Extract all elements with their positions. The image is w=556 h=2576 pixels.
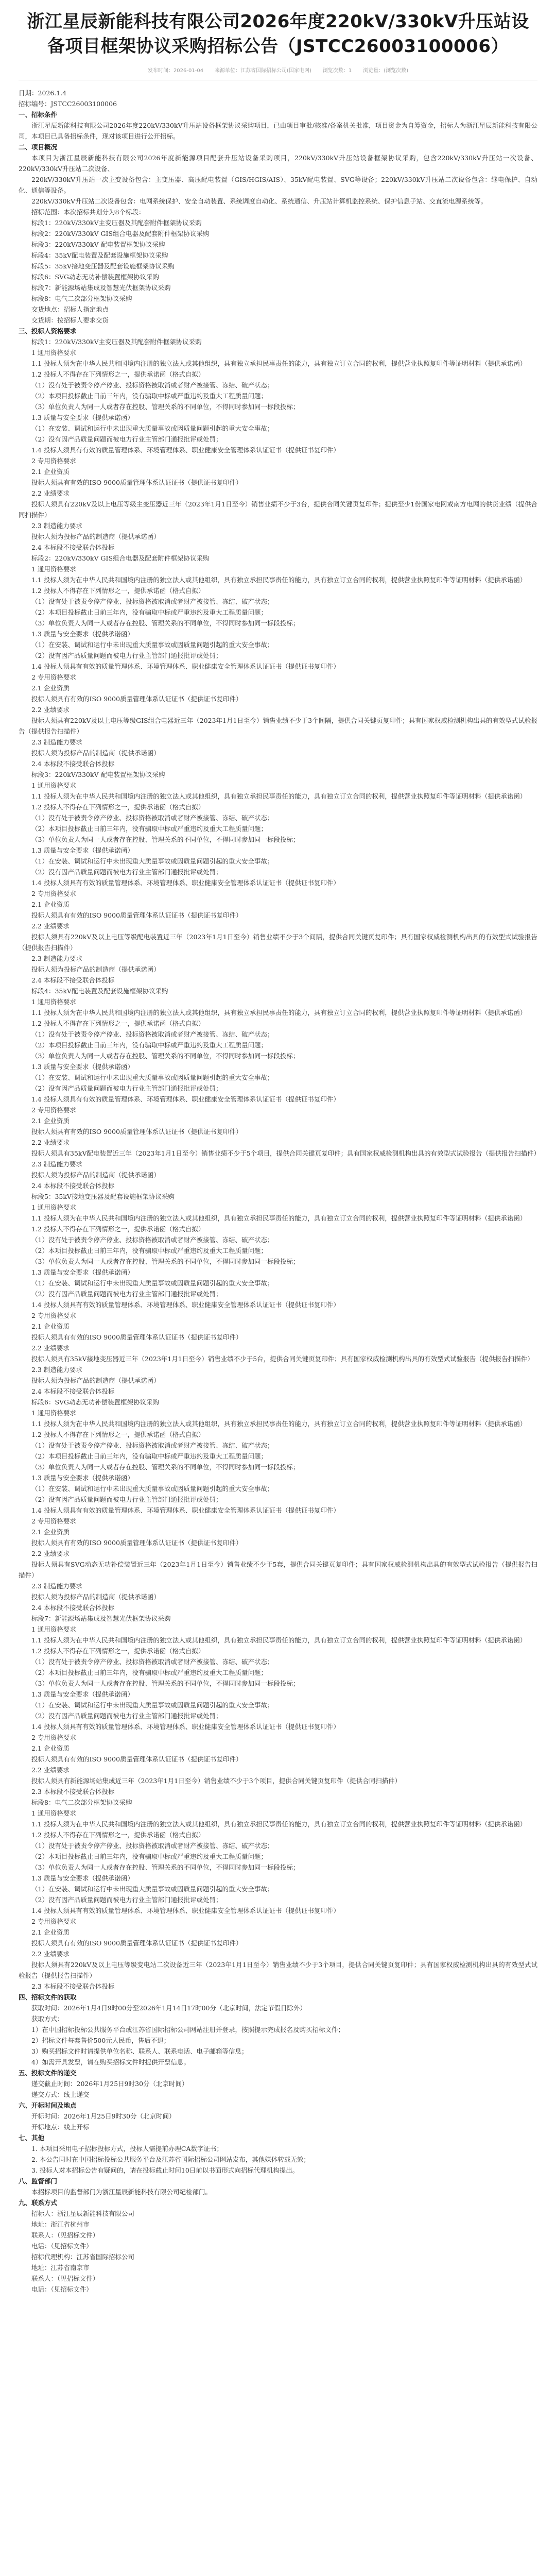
body-line: 1.3 质量与安全要求（提供承诺函） bbox=[31, 1874, 134, 1882]
body-line: 1.2 投标人不得存在下列情形之一，提供承诺函（格式自拟） bbox=[31, 587, 205, 595]
body-line: 投标人须为投标产品的制造商（提供承诺函） bbox=[31, 1377, 161, 1384]
body-line: （2）没有因产品质量问题而被电力行业主管部门通报批评或处罚； bbox=[31, 1712, 222, 1720]
body-line: 投标人须具有有效的ISO 9000质量管理体系认证证书（提供证书复印件） bbox=[31, 1333, 242, 1341]
body-line: 标段5：35kV接地变压器及配套设施框架协议采购 bbox=[31, 262, 175, 270]
body-line: 标段8：电气二次部分框架协议采购 bbox=[31, 1799, 132, 1806]
body-line: （1）在安装、调试和运行中未出现重大质量事故或因质量问题引起的重大安全事故； bbox=[31, 1279, 274, 1287]
body-line: （2）没有因产品质量问题而被电力行业主管部门通报批评或处罚； bbox=[31, 652, 222, 659]
body-line: 2.1 企业资质 bbox=[31, 1528, 70, 1536]
body-line: 1.3 质量与安全要求（提供承诺函） bbox=[31, 414, 134, 421]
body-line: 4）如需开具发票，请在购买招标文件时提供开票信息。 bbox=[31, 2058, 190, 2066]
body-line: 2.4 本标段不接受联合体投标 bbox=[31, 976, 115, 984]
body-line: 联系人：（见招标文件） bbox=[31, 2275, 99, 2282]
body-line: 1.3 质量与安全要求（提供承诺函） bbox=[31, 1474, 134, 1482]
meta-value: 1 bbox=[348, 68, 352, 74]
body-line: （3）单位负责人为同一人或者存在控股、管理关系的不同单位，不得同时参加同一标段投标； bbox=[31, 1680, 300, 1687]
body-line: （1）在安装、调试和运行中未出现重大质量事故或因质量问题引起的重大安全事故； bbox=[31, 1485, 274, 1493]
body-line: （3）单位负责人为同一人或者存在控股、管理关系的不同单位，不得同时参加同一标段投标； bbox=[31, 1863, 300, 1871]
body-line: （2）本项目投标截止日前三年内，没有骗取中标或严重违约及重大工程质量问题； bbox=[31, 1452, 267, 1460]
section-heading: 四、招标文件的获取 bbox=[19, 1993, 77, 2001]
body-line: 标段4：35kV配电装置及配套设施框架协议采购 bbox=[31, 251, 168, 259]
body-line: （2）本项目投标截止日前三年内，没有骗取中标或严重违约及重大工程质量问题； bbox=[31, 825, 267, 833]
body-line: 2.1 企业资质 bbox=[31, 684, 70, 692]
body-line: 标段8：电气二次部分框架协议采购 bbox=[31, 295, 132, 302]
body-line: 1 通用资格要求 bbox=[31, 1625, 76, 1633]
section-heading: 七、其他 bbox=[19, 2134, 45, 2142]
body-line: （2）没有因产品质量问题而被电力行业主管部门通报批评或处罚； bbox=[31, 1896, 222, 1904]
body-line: 投标人须具有220kV及以上电压等级GIS组合电器近三年（2023年1月1日至今）销售业绩不少于3个间隔，提供合同关键页复印件；具有国家权威检测机构出具的有效型式试验报告（提供报告扫描件） bbox=[19, 717, 537, 735]
head-info-line: 招标编号：JSTCC26003100006 bbox=[19, 100, 117, 108]
body-line: （2）本项目投标截止日前三年内，没有骗取中标或严重违约及重大工程质量问题； bbox=[31, 1247, 267, 1255]
body-line: 标段7：新能源场站集成及智慧光伏框架协议采购 bbox=[31, 284, 171, 292]
body-line: 1 通用资格要求 bbox=[31, 1809, 76, 1817]
body-line: （3）单位负责人为同一人或者存在控股、管理关系的不同单位，不得同时参加同一标段投标； bbox=[31, 1463, 300, 1471]
body-line: 220kV/330kV升压站二次设备包含：电网系统保护、安全自动装置、系统调度自动化、系统通信、升压站计算机监控系统、保护信息子站、交直流电源系统等。 bbox=[31, 197, 488, 205]
body-line: 标段3：220kV/330kV 配电装置框架协议采购 bbox=[31, 771, 165, 778]
body-line: 3. 投标人对本招标公告有疑问的，请在投标截止时间10日前以书面形式向招标代理机构提出。 bbox=[31, 2166, 299, 2174]
body-line: （3）单位负责人为同一人或者存在控股、管理关系的不同单位，不得同时参加同一标段投标； bbox=[31, 619, 300, 627]
body-line: 1.1 投标人须为在中华人民共和国境内注册的独立法人或其他组织，具有独立承担民事责任的能力，具有独立订立合同的权利，提供营业执照复印件等证明材料（提供承诺函） bbox=[31, 1636, 527, 1644]
body-line: 2.4 本标段不接受联合体投标 bbox=[31, 1604, 115, 1612]
body-line: 1.2 投标人不得存在下列情形之一，提供承诺函（格式自拟） bbox=[31, 370, 205, 378]
body-line: 联系人：（见招标文件） bbox=[31, 2231, 99, 2239]
body-line: 1.4 投标人须具有有效的质量管理体系、环境管理体系、职业健康安全管理体系认证证书（提供证书复印件） bbox=[31, 1506, 340, 1514]
body-line: 2 专用资格要求 bbox=[31, 890, 76, 897]
body-line: 2.1 企业资质 bbox=[31, 468, 70, 476]
body-line: 地址：江苏省南京市 bbox=[31, 2264, 90, 2272]
body-line: （2）没有因产品质量问题而被电力行业主管部门通报批评或处罚； bbox=[31, 1084, 222, 1092]
body-line: 2.3 制造能力要求 bbox=[31, 738, 82, 746]
body-line: 2）招标文件每套售价500元人民币，售后不退； bbox=[31, 2037, 170, 2044]
body-line: 1 通用资格要求 bbox=[31, 565, 76, 573]
body-line: 2.4 本标段不接受联合体投标 bbox=[31, 760, 115, 768]
body-line: 2.1 企业资质 bbox=[31, 1323, 70, 1330]
notice-meta bbox=[19, 66, 537, 80]
body-line: 2. 本公告同时在中国招标投标公共服务平台及江苏省国际招标公司网站发布，其他媒体转载无效； bbox=[31, 2156, 310, 2163]
body-line: 2.4 本标段不接受联合体投标 bbox=[31, 1387, 115, 1395]
body-line: 1.4 投标人须具有有效的质量管理体系、环境管理体系、职业健康安全管理体系认证证书（提供证书复印件） bbox=[31, 663, 340, 670]
body-line: （2）本项目投标截止日前三年内，没有骗取中标或严重违约及重大工程质量问题； bbox=[31, 1853, 267, 1860]
meta-label: 发布时间： bbox=[147, 68, 173, 74]
body-line: 1.1 投标人须为在中华人民共和国境内注册的独立法人或其他组织，具有独立承担民事责任的能力，具有独立订立合同的权利，提供营业执照复印件等证明材料（提供承诺函） bbox=[31, 1214, 527, 1222]
body-line: 投标人须为投标产品的制造商（提供承诺函） bbox=[31, 965, 161, 973]
body-line: 标段6：SVG动态无功补偿装置框架协议采购 bbox=[31, 1398, 160, 1406]
meta-item bbox=[148, 66, 203, 74]
body-line: （2）本项目投标截止日前三年内，没有骗取中标或严重违约及重大工程质量问题； bbox=[31, 1041, 267, 1049]
body-line: （1）在安装、调试和运行中未出现重大质量事故或因质量问题引起的重大安全事故； bbox=[31, 1701, 274, 1709]
body-line: 1.2 投标人不得存在下列情形之一，提供承诺函（格式自拟） bbox=[31, 1831, 205, 1839]
head-info-line: 日期：2026.1.4 bbox=[19, 89, 67, 97]
body-line: 1.2 投标人不得存在下列情形之一，提供承诺函（格式自拟） bbox=[31, 1020, 205, 1027]
meta-label: 浏览量： bbox=[363, 68, 384, 74]
body-line: 1 通用资格要求 bbox=[31, 349, 76, 357]
body-line: （3）单位负责人为同一人或者存在控股、管理关系的不同单位，不得同时参加同一标段投标； bbox=[31, 836, 300, 843]
body-line: 1.4 投标人须具有有效的质量管理体系、环境管理体系、职业健康安全管理体系认证证书（提供证书复印件） bbox=[31, 446, 340, 454]
body-line: 2.1 企业资质 bbox=[31, 901, 70, 908]
body-line: 2.3 制造能力要求 bbox=[31, 522, 82, 530]
body-line: 2 专用资格要求 bbox=[31, 1312, 76, 1319]
section-heading: 八、监督部门 bbox=[19, 2177, 58, 2185]
body-line: （2）没有因产品质量问题而被电力行业主管部门通报批评或处罚； bbox=[31, 435, 222, 443]
body-line: 220kV/330kV升压站一次主变设备包含：主变压器、高压配电装置（GIS/HGIS/AIS）、35kV配电装置、SVG等设备；220kV/330kV升压站二次设备包含：继电保护、自动化、通信等设备。 bbox=[19, 176, 537, 194]
body-line: 2.3 制造能力要求 bbox=[31, 1582, 82, 1590]
body-line: （3）单位负责人为同一人或者存在控股、管理关系的不同单位，不得同时参加同一标段投标； bbox=[31, 403, 300, 411]
body-line: 1. 本项目采用电子招标投标方式，投标人需提前办理CA数字证书； bbox=[31, 2145, 223, 2153]
section-heading: 九、联系方式 bbox=[19, 2199, 58, 2207]
body-line: 标段7：新能源场站集成及智慧光伏框架协议采购 bbox=[31, 1615, 171, 1622]
body-line: 1 通用资格要求 bbox=[31, 782, 76, 789]
body-line: 2 专用资格要求 bbox=[31, 1517, 76, 1525]
body-line: （3）单位负责人为同一人或者存在控股、管理关系的不同单位，不得同时参加同一标段投标； bbox=[31, 1258, 300, 1265]
body-line: 1.2 投标人不得存在下列情形之一，提供承诺函（格式自拟） bbox=[31, 1225, 205, 1233]
body-line: 获取方式： bbox=[31, 2015, 64, 2023]
meta-item bbox=[363, 66, 408, 74]
body-line: 2.1 企业资质 bbox=[31, 1117, 70, 1125]
body-line: 2.1 企业资质 bbox=[31, 1928, 70, 1936]
body-line: （1）在安装、调试和运行中未出现重大质量事故或因质量问题引起的重大安全事故； bbox=[31, 1074, 274, 1081]
body-line: 投标人须为投标产品的制造商（提供承诺函） bbox=[31, 749, 161, 757]
body-line: 1.4 投标人须具有有效的质量管理体系、环境管理体系、职业健康安全管理体系认证证书（提供证书复印件） bbox=[31, 1301, 340, 1309]
body-line: 投标人须具有有效的ISO 9000质量管理体系认证证书（提供证书复印件） bbox=[31, 1128, 242, 1136]
body-line: 标段5：35kV接地变压器及配套设施框架协议采购 bbox=[31, 1193, 175, 1200]
body-line: 投标人须具有SVG动态无功补偿装置近三年（2023年1月1日至今）销售业绩不少于5套，提供合同关键页复印件；具有国家权威检测机构出具的有效型式试验报告（提供报告扫描件） bbox=[19, 1561, 537, 1579]
body-line: （2）没有因产品质量问题而被电力行业主管部门通报批评或处罚； bbox=[31, 1290, 222, 1298]
body-line: 投标人须具有220kV及以上电压等级变电站二次设备近三年（2023年1月1日至今）销售业绩不少于3个项目，提供合同关键页复印件；具有国家权威检测机构出具的有效型式试验报告（提供报告扫描件） bbox=[19, 1961, 537, 1979]
body-line: 投标人须为投标产品的制造商（提供承诺函） bbox=[31, 1171, 161, 1179]
notice-title: 浙江星辰新能科技有限公司2026年度220kV/330kV升压站设备项目框架协议采购招标公告（JSTCC26003100006） bbox=[27, 11, 529, 57]
body-line: 开标地点：线上开标 bbox=[31, 2123, 90, 2131]
body-line: 2.2 业绩要求 bbox=[31, 1139, 70, 1146]
body-line: 1）在中国招标投标公共服务平台或江苏省国际招标公司网站注册并登录，按照提示完成报名及购买招标文件； bbox=[31, 2026, 344, 2033]
meta-value: 2026-01-04 bbox=[173, 68, 204, 74]
body-line: 标段1：220kV/330kV主变压器及其配套附件框架协议采购 bbox=[31, 338, 202, 346]
section-heading: 六、开标时间及地点 bbox=[19, 2102, 77, 2109]
body-line: 2.2 业绩要求 bbox=[31, 706, 70, 714]
body-line: 投标人须为投标产品的制造商（提供承诺函） bbox=[31, 533, 161, 540]
body-line: 标段2：220kV/330kV GIS组合电器及配套附件框架协议采购 bbox=[31, 554, 210, 562]
section-heading: 三、投标人资格要求 bbox=[19, 327, 77, 335]
body-line: 开标时间：2026年1月25日9时30分（北京时间） bbox=[31, 2112, 176, 2120]
body-line: 2.3 制造能力要求 bbox=[31, 955, 82, 962]
body-line: 2.2 业绩要求 bbox=[31, 489, 70, 497]
body-line: 2.1 企业资质 bbox=[31, 1744, 70, 1752]
body-line: （1）没有处于被责令停产停业、投标资格被取消或者财产被接管、冻结、破产状态； bbox=[31, 1842, 274, 1850]
body-line: 2 专用资格要求 bbox=[31, 1918, 76, 1925]
body-line: 3）购买招标文件时请提供单位名称、联系人、联系电话、电子邮箱等信息； bbox=[31, 2047, 248, 2055]
body-line: 交货地点：招标人指定地点 bbox=[31, 306, 109, 313]
meta-value: 江苏省国际招标公司(国家电网) bbox=[240, 68, 311, 74]
body-line: 本招标项目的监督部门为浙江星辰新能科技有限公司纪检部门。 bbox=[31, 2188, 212, 2196]
body-line: 本项目为浙江星辰新能科技有限公司2026年度新能源项目配套升压站设备采购项目，220kV/330kV升压站设备框架协议采购，包含220kV/330kV升压站一次设备、220kV/330kV升压站二次设备、 bbox=[19, 154, 537, 173]
body-line: 投标人须具有有效的ISO 9000质量管理体系认证证书（提供证书复印件） bbox=[31, 695, 242, 703]
notice-head-info bbox=[19, 88, 537, 109]
body-line: 投标人须具有有效的ISO 9000质量管理体系认证证书（提供证书复印件） bbox=[31, 911, 242, 919]
section-heading: 五、投标文件的递交 bbox=[19, 2069, 77, 2077]
section-heading: 一、招标条件 bbox=[19, 111, 58, 118]
body-line: 电话：（见招标文件） bbox=[31, 2285, 93, 2293]
body-line: 1.3 质量与安全要求（提供承诺函） bbox=[31, 1268, 134, 1276]
body-line: 1 通用资格要求 bbox=[31, 1409, 76, 1417]
meta-value: (浏览次数) bbox=[384, 68, 409, 74]
body-line: 2.2 业绩要求 bbox=[31, 1766, 70, 1774]
body-line: 投标人须具有有效的ISO 9000质量管理体系认证证书（提供证书复印件） bbox=[31, 1939, 242, 1947]
body-line: 1 通用资格要求 bbox=[31, 1204, 76, 1211]
body-line: 2.4 本标段不接受联合体投标 bbox=[31, 544, 115, 551]
body-line: 电话：（见招标文件） bbox=[31, 2242, 93, 2250]
body-line: 标段4：35kV配电装置及配套设施框架协议采购 bbox=[31, 987, 168, 995]
meta-label: 浏览次数： bbox=[322, 68, 349, 74]
body-line: （1）没有处于被责令停产停业、投标资格被取消或者财产被接管、冻结、破产状态； bbox=[31, 598, 274, 605]
body-line: 1.2 投标人不得存在下列情形之一，提供承诺函（格式自拟） bbox=[31, 1431, 205, 1438]
body-line: 投标人须具有有效的ISO 9000质量管理体系认证证书（提供证书复印件） bbox=[31, 1755, 242, 1763]
body-line: 2.4 本标段不接受联合体投标 bbox=[31, 1182, 115, 1190]
body-line: 1.1 投标人须为在中华人民共和国境内注册的独立法人或其他组织，具有独立承担民事责任的能力，具有独立订立合同的权利，提供营业执照复印件等证明材料（提供承诺函） bbox=[31, 1009, 527, 1016]
body-line: 2.2 业绩要求 bbox=[31, 1550, 70, 1557]
body-line: （3）单位负责人为同一人或者存在控股、管理关系的不同单位，不得同时参加同一标段投标； bbox=[31, 1052, 300, 1060]
body-line: （2）没有因产品质量问题而被电力行业主管部门通报批评或处罚； bbox=[31, 868, 222, 876]
body-line: 1.4 投标人须具有有效的质量管理体系、环境管理体系、职业健康安全管理体系认证证书（提供证书复印件） bbox=[31, 1095, 340, 1103]
body-line: 1.4 投标人须具有有效的质量管理体系、环境管理体系、职业健康安全管理体系认证证书（提供证书复印件） bbox=[31, 1907, 340, 1914]
body-line: 递交截止时间：2026年1月25日9时30分（北京时间） bbox=[31, 2080, 188, 2088]
body-line: 2 专用资格要求 bbox=[31, 673, 76, 681]
body-line: （1）没有处于被责令停产停业、投标资格被取消或者财产被接管、冻结、破产状态； bbox=[31, 814, 274, 822]
body-line: 1.3 质量与安全要求（提供承诺函） bbox=[31, 1063, 134, 1071]
body-line: 招标代理机构：江苏省国际招标公司 bbox=[31, 2253, 135, 2261]
body-line: 2 专用资格要求 bbox=[31, 1106, 76, 1114]
body-line: （1）没有处于被责令停产停业、投标资格被取消或者财产被接管、冻结、破产状态； bbox=[31, 1236, 274, 1244]
body-line: （1）没有处于被责令停产停业、投标资格被取消或者财产被接管、冻结、破产状态； bbox=[31, 1442, 274, 1449]
meta-item bbox=[215, 66, 311, 74]
body-line: 2.3 制造能力要求 bbox=[31, 1160, 82, 1168]
body-line: 2 专用资格要求 bbox=[31, 457, 76, 465]
body-line: （2）本项目投标截止日前三年内，没有骗取中标或严重违约及重大工程质量问题； bbox=[31, 1669, 267, 1676]
body-line: 招标人：浙江星辰新能科技有限公司 bbox=[31, 2210, 135, 2217]
body-line: 1.1 投标人须为在中华人民共和国境内注册的独立法人或其他组织，具有独立承担民事责任的能力，具有独立订立合同的权利，提供营业执照复印件等证明材料（提供承诺函） bbox=[31, 1820, 527, 1828]
body-line: 2.3 本标段不接受联合体投标 bbox=[31, 1788, 115, 1795]
body-line: 2.2 业绩要求 bbox=[31, 922, 70, 930]
body-line: 标段2：220kV/330kV GIS组合电器及配套附件框架协议采购 bbox=[31, 230, 210, 238]
body-line: （1）没有处于被责令停产停业、投标资格被取消或者财产被接管、冻结、破产状态； bbox=[31, 1030, 274, 1038]
body-line: （1）在安装、调试和运行中未出现重大质量事故或因质量问题引起的重大安全事故； bbox=[31, 857, 274, 865]
body-line: 1.3 质量与安全要求（提供承诺函） bbox=[31, 630, 134, 638]
body-line: 2 专用资格要求 bbox=[31, 1734, 76, 1741]
body-line: 标段3：220kV/330kV 配电装置框架协议采购 bbox=[31, 241, 165, 248]
body-line: 标段6：SVG动态无功补偿装置框架协议采购 bbox=[31, 273, 160, 281]
body-line: 递交方式：线上递交 bbox=[31, 2091, 90, 2098]
body-line: （1）在安装、调试和运行中未出现重大质量事故或因质量问题引起的重大安全事故； bbox=[31, 1885, 274, 1893]
body-line: （2）本项目投标截止日前三年内，没有骗取中标或严重违约及重大工程质量问题； bbox=[31, 392, 267, 400]
body-line: （1）没有处于被责令停产停业、投标资格被取消或者财产被接管、冻结、破产状态； bbox=[31, 381, 274, 389]
body-line: 1.4 投标人须具有有效的质量管理体系、环境管理体系、职业健康安全管理体系认证证书（提供证书复印件） bbox=[31, 1723, 340, 1731]
body-line: （2）没有因产品质量问题而被电力行业主管部门通报批评或处罚； bbox=[31, 1496, 222, 1503]
body-line: 2.3 制造能力要求 bbox=[31, 1366, 82, 1374]
body-line: 1.3 质量与安全要求（提供承诺函） bbox=[31, 846, 134, 854]
body-line: 1.1 投标人须为在中华人民共和国境内注册的独立法人或其他组织，具有独立承担民事责任的能力，具有独立订立合同的权利，提供营业执照复印件等证明材料（提供承诺函） bbox=[31, 360, 527, 367]
body-line: 交货期：按招标人要求交货 bbox=[31, 316, 109, 324]
body-line: （1）在安装、调试和运行中未出现重大质量事故或因质量问题引起的重大安全事故； bbox=[31, 425, 274, 432]
body-line: 获取时间：2026年1月4日9时00分至2026年1月14日17时00分（北京时间，法定节假日除外） bbox=[31, 2004, 307, 2012]
body-line: 1.1 投标人须为在中华人民共和国境内注册的独立法人或其他组织，具有独立承担民事责任的能力，具有独立订立合同的权利，提供营业执照复印件等证明材料（提供承诺函） bbox=[31, 576, 527, 584]
body-line: 地址：浙江省杭州市 bbox=[31, 2221, 90, 2228]
body-line: 1.1 投标人须为在中华人民共和国境内注册的独立法人或其他组织，具有独立承担民事责任的能力，具有独立订立合同的权利，提供营业执照复印件等证明材料（提供承诺函） bbox=[31, 1420, 527, 1428]
body-line: 招标范围：本次招标共划分为8个标段： bbox=[31, 208, 145, 216]
body-line: 投标人须具有35kV接地变压器近三年（2023年1月1日至今）销售业绩不少于5台，提供合同关键页复印件；具有国家权威检测机构出具的有效型式试验报告（提供报告扫描件） bbox=[31, 1355, 534, 1363]
body-line: 投标人须具有220kV及以上电压等级主变压器近三年（2023年1月1日至今）销售业绩不少于3台，提供合同关键页复印件；提供至少1份国家电网或南方电网的供货业绩（提供合同扫描件） bbox=[19, 500, 537, 519]
meta-item bbox=[323, 66, 352, 74]
body-line: 1.1 投标人须为在中华人民共和国境内注册的独立法人或其他组织，具有独立承担民事责任的能力，具有独立订立合同的权利，提供营业执照复印件等证明材料（提供承诺函） bbox=[31, 792, 527, 800]
body-line: 标段1：220kV/330kV主变压器及其配套附件框架协议采购 bbox=[31, 219, 202, 227]
body-line: 投标人须为投标产品的制造商（提供承诺函） bbox=[31, 1593, 161, 1601]
body-line: 1.2 投标人不得存在下列情形之一，提供承诺函（格式自拟） bbox=[31, 1647, 205, 1655]
body-line: （1）没有处于被责令停产停业、投标资格被取消或者财产被接管、冻结、破产状态； bbox=[31, 1658, 274, 1666]
body-line: 2.2 业绩要求 bbox=[31, 1344, 70, 1352]
body-line: 2.3 本标段不接受联合体投标 bbox=[31, 1982, 115, 1990]
body-line: 1 通用资格要求 bbox=[31, 998, 76, 1006]
meta-label: 来源单位： bbox=[215, 68, 241, 74]
body-line: 投标人须具有有效的ISO 9000质量管理体系认证证书（提供证书复印件） bbox=[31, 1539, 242, 1547]
body-line: 投标人须具有新能源场站集成近三年（2023年1月1日至今）销售业绩不少于3个项目，提供合同关键页复印件（提供合同扫描件） bbox=[31, 1777, 402, 1785]
body-line: 1.3 质量与安全要求（提供承诺函） bbox=[31, 1690, 134, 1698]
section-heading: 二、项目概况 bbox=[19, 143, 58, 151]
body-line: （2）本项目投标截止日前三年内，没有骗取中标或严重违约及重大工程质量问题； bbox=[31, 608, 267, 616]
body-line: 2.2 业绩要求 bbox=[31, 1950, 70, 1958]
body-line: 浙江星辰新能科技有限公司2026年度220kV/330kV升压站设备框架协议采购项目，已由项目审批/核准/备案机关批准，项目资金为自筹资金，招标人为浙江星辰新能科技有限公司，本项目已具备招标条件，现对该项目进行公开招标。 bbox=[19, 122, 537, 140]
body-line: 投标人须具有220kV及以上电压等级配电装置近三年（2023年1月1日至今）销售业绩不少于3个间隔，提供合同关键页复印件；具有国家权威检测机构出具的有效型式试验报告（提供报告扫描件） bbox=[19, 933, 537, 952]
body-line: 投标人须具有35kV配电装置近三年（2023年1月1日至今）销售业绩不少于5个项目，提供合同关键页复印件；具有国家权威检测机构出具的有效型式试验报告（提供报告扫描件） bbox=[31, 1149, 541, 1157]
body-line: 投标人须具有有效的ISO 9000质量管理体系认证证书（提供证书复印件） bbox=[31, 479, 242, 486]
notice-body bbox=[19, 109, 541, 2295]
body-line: 1.2 投标人不得存在下列情形之一，提供承诺函（格式自拟） bbox=[31, 803, 205, 811]
body-line: （1）在安装、调试和运行中未出现重大质量事故或因质量问题引起的重大安全事故； bbox=[31, 641, 274, 649]
body-line: 1.4 投标人须具有有效的质量管理体系、环境管理体系、职业健康安全管理体系认证证书（提供证书复印件） bbox=[31, 879, 340, 887]
